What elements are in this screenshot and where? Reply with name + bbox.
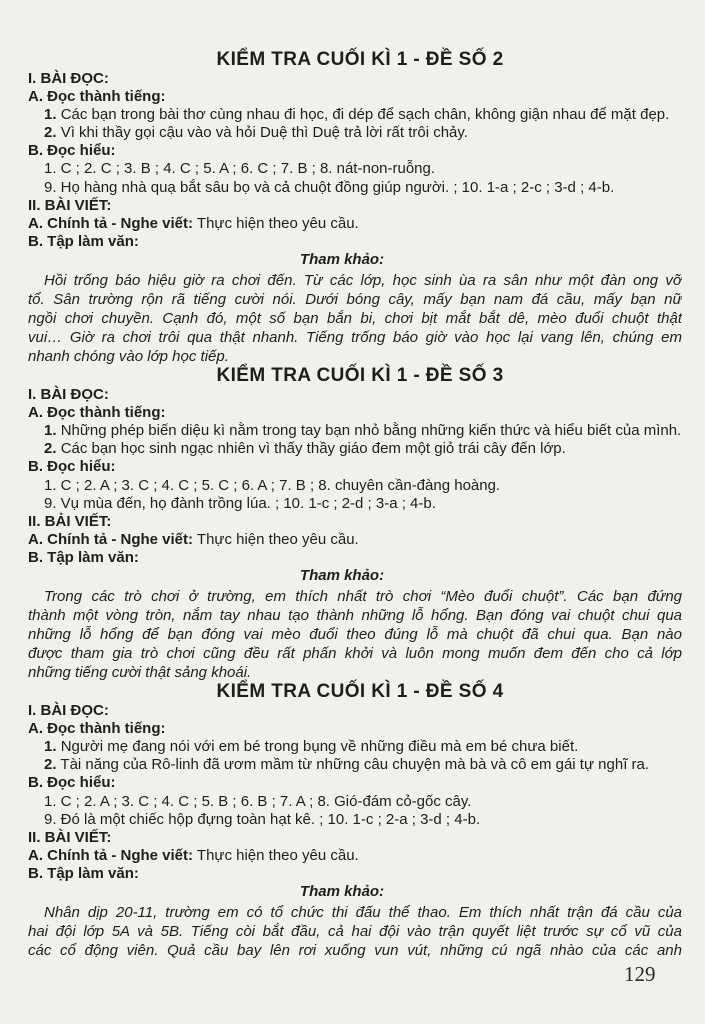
dictation-label: A. Chính tả - Nghe viết:	[28, 846, 193, 864]
comprehension-answer-line: 1. C ; 2. C ; 3. B ; 4. C ; 5. A ; 6. C ; 7. B ; 8. nát-non-ruỗng.	[44, 160, 436, 178]
part-heading-reading: I. BÀI ĐỌC:	[28, 70, 109, 87]
comprehension-answer-line: 9. Họ hàng nhà quạ bắt sâu bọ và cả chuột đồng giúp người. ; 10. 1-a ; 2-c ; 3-d ; 4-b.	[44, 178, 615, 196]
exam-answer-section	[28, 50, 682, 366]
part-heading-reading: I. BÀI ĐỌC:	[28, 702, 109, 720]
answer-item	[28, 738, 682, 756]
dictation-label: A. Chính tả - Nghe viết:	[28, 530, 193, 548]
answer-text: Những phép biến diệu kì nằm trong tay bạn nhỏ bằng những kiến thức và hiểu biết của mình.	[60, 422, 682, 440]
answer-text: Người mẹ đang nói với em bé trong bụng về những điều mà em bé chưa biết.	[60, 738, 579, 756]
essay-line: những lỗ hổng để bạn đóng vai mèo đuổi theo đúng lỗ mà chuột đã chui qua. Bạn nào	[28, 626, 682, 644]
essay-line: ngồi chơi chuyền. Cạnh đó, một số bạn bắn bi, chơi bịt mắt bắt dê, mèo đuổi chuột thật	[28, 310, 682, 328]
subheading-comprehension: B. Đọc hiểu:	[28, 458, 116, 476]
subheading-comprehension: B. Đọc hiểu:	[28, 142, 116, 160]
exam-answer-section	[28, 682, 682, 960]
subheading-composition: B. Tập làm văn:	[28, 232, 139, 250]
answer-text: Tài năng của Rô-linh đã ươm mầm từ những câu chuyện mà bà và cô em gái tự nghĩ ra.	[60, 756, 650, 774]
reference-label: Tham khảo:	[299, 250, 385, 268]
comprehension-answer-line: 1. C ; 2. A ; 3. C ; 4. C ; 5. B ; 6. B ; 7. A ; 8. Gió-đám cỏ-gốc cây.	[44, 792, 472, 810]
answer-number: 1.	[44, 738, 57, 756]
dictation-line	[28, 215, 682, 233]
part-heading-writing: II. BÀI VIẾT:	[28, 196, 112, 214]
answer-item	[28, 422, 682, 440]
answer-item	[28, 756, 682, 774]
essay-line: tổ. Sân trường rộn rã tiếng cười nói. Dưới bóng cây, mấy bạn nam đá cầu, mấy bạn nữ	[28, 291, 682, 309]
part-heading-writing: II. BẢI VIẾT:	[28, 512, 112, 530]
comprehension-answer-line: 9. Vụ mùa đến, họ đành trồng lúa. ; 10. 1-c ; 2-d ; 3-a ; 4-b.	[44, 494, 436, 512]
subheading-comprehension: B. Đọc hiểu:	[28, 774, 116, 792]
reference-essay	[28, 587, 682, 682]
answer-text: Vì khi thầy gọi cậu vào và hỏi Duệ thì Duệ trả lời rất trôi chảy.	[60, 124, 468, 142]
essay-line: thành một vòng tròn, nắm tay nhau tạo thành những lỗ hổng. Bạn đóng vai chuột chui qua	[28, 607, 682, 625]
essay-line: hai đội lớp 5A và 5B. Tiếng còi bắt đầu, cả hai đội vào trận quyết liệt trước sự cổ vũ của	[28, 923, 682, 941]
exam-answer-section	[28, 366, 682, 682]
answer-number: 2.	[44, 440, 57, 458]
comprehension-answer-line: 9. Đó là một chiếc hộp đựng toàn hạt kê. ; 10. 1-c ; 2-a ; 3-d ; 4-b.	[44, 810, 481, 828]
answer-item	[28, 124, 682, 142]
subheading-reading-aloud: A. Đọc thành tiếng:	[28, 404, 166, 422]
reference-label: Tham khảo:	[299, 883, 385, 900]
answer-item	[28, 440, 682, 458]
exam-title: KIỂM TRA CUỐI KÌ 1 - ĐỀ SỐ 2	[216, 49, 504, 70]
essay-line: nhanh chóng vào lớp học tiếp.	[28, 348, 229, 366]
dictation-text: Thực hiện theo yêu cầu.	[196, 530, 359, 548]
dictation-text: Thực hiện theo yêu cầu.	[196, 214, 359, 232]
dictation-line	[28, 847, 682, 865]
exam-title: KIỂM TRA CUỐI KÌ 1 - ĐỀ SỐ 4	[216, 681, 504, 703]
essay-line: được tham gia trò chơi cũng đều rất phấn khởi và luôn mong muốn đem đến cho cả lớp	[28, 645, 682, 663]
essay-line: những tiếng cười thật sảng khoái.	[28, 664, 252, 682]
answer-text: Các bạn học sinh ngạc nhiên vì thấy thầy giáo đem một giỏ trái cây đến lớp.	[60, 440, 566, 458]
essay-line: các cổ động viên. Quả cầu bay lên rơi xuống vun vút, những cú ngã nhào của các anh	[28, 942, 682, 960]
reference-essay	[28, 271, 682, 366]
essay-line: vui… Giờ ra chơi trôi qua thật nhanh. Tiếng trống báo giờ vào học lại vang lên, chúng em	[28, 329, 682, 347]
essay-line: Trong các trò chơi ở trường, em thích nhất trò chơi “Mèo đuổi chuột”. Các bạn đứng	[44, 588, 682, 606]
dictation-line	[28, 531, 682, 549]
essay-line: Hồi trống báo hiệu giờ ra chơi đến. Từ các lớp, học sinh ùa ra sân như một đàn ong vỡ	[44, 272, 682, 290]
part-heading-reading: I. BÀI ĐỌC:	[28, 386, 109, 404]
reference-label: Tham khảo:	[299, 566, 385, 584]
subheading-reading-aloud: A. Đọc thành tiếng:	[28, 720, 166, 738]
answer-number: 2.	[44, 124, 57, 142]
dictation-text: Thực hiện theo yêu cầu.	[196, 846, 359, 864]
book-page	[28, 50, 682, 960]
answer-item	[28, 106, 682, 124]
answer-number: 1.	[44, 106, 57, 124]
dictation-label: A. Chính tả - Nghe viết:	[28, 214, 193, 232]
answer-number: 2.	[44, 756, 57, 774]
exam-title: KIỂM TRA CUỐI KÌ 1 - ĐỀ SỐ 3	[216, 365, 504, 387]
comprehension-answer-line: 1. C ; 2. A ; 3. C ; 4. C ; 5. C ; 6. A ; 7. B ; 8. chuyên cần-đàng hoàng.	[44, 476, 501, 494]
reference-essay	[28, 903, 682, 960]
subheading-composition: B. Tập làm văn:	[28, 864, 139, 882]
subheading-reading-aloud: A. Đọc thành tiếng:	[28, 88, 166, 106]
answer-number: 1.	[44, 422, 57, 440]
page-number: 129	[624, 962, 656, 986]
part-heading-writing: II. BÀI VIẾT:	[28, 828, 112, 846]
answer-text: Các bạn trong bài thơ cùng nhau đi học, đi dép để sạch chân, không giận nhau để mặt đẹp.	[60, 106, 670, 124]
essay-line: Nhân dịp 20-11, trường em có tổ chức thi đấu thể thao. Em thích nhất trận đá cầu của	[44, 904, 682, 922]
subheading-composition: B. Tập làm văn:	[28, 548, 139, 566]
